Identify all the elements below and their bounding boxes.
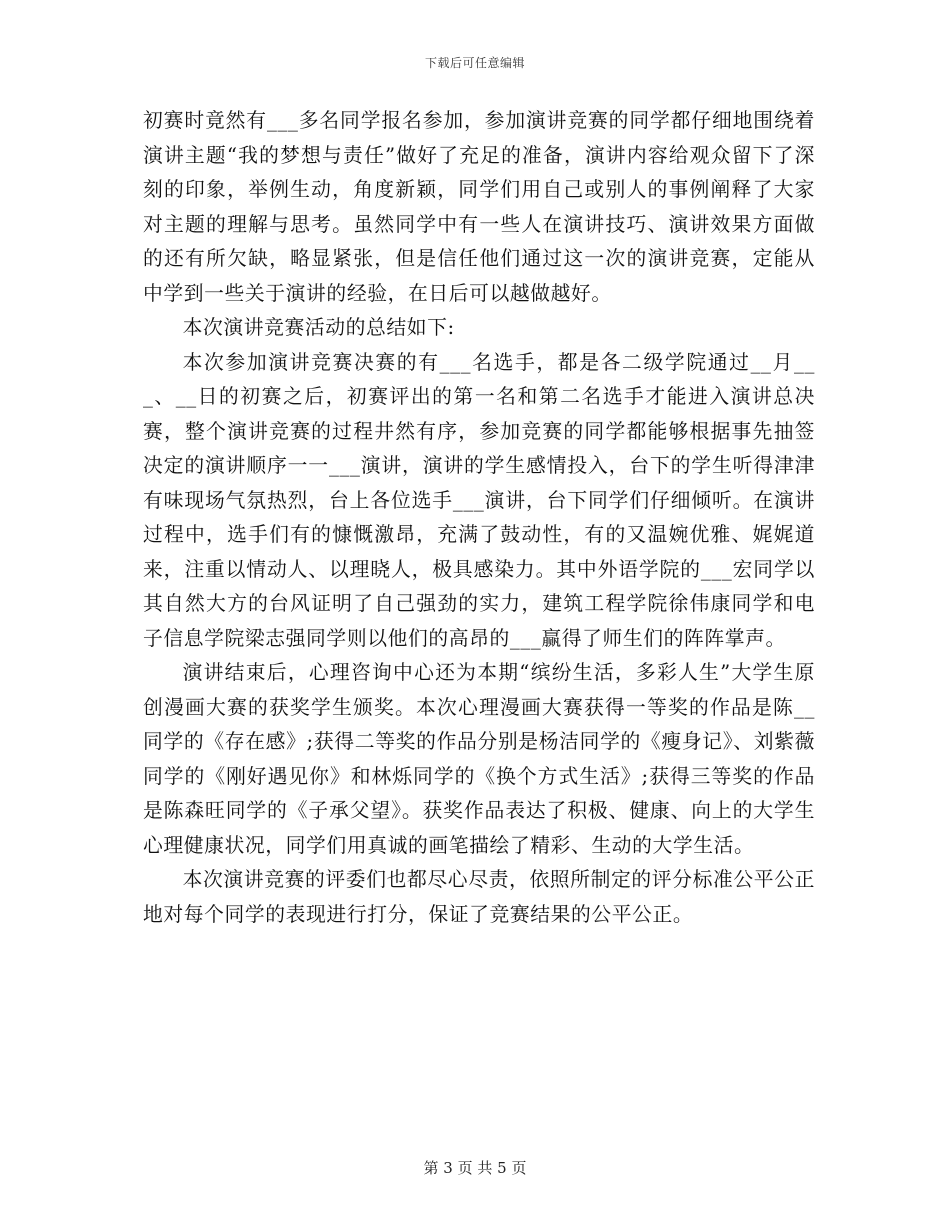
paragraph-finals: 本次参加演讲竞赛决赛的有___名选手，都是各二级学院通过__月___、__日的初赛之后，初赛评出的第一名和第二名选手才能进入演讲总决赛，整个演讲竞赛的过程井然有序，参加竞赛的同学都能够根据事先抽签决定的演讲顺序一一___演讲，演讲的学生感情投入，台下的学生听得津津有味现场气氛热烈，台上各位选手___演讲，台下同学们仔细倾听。在演讲过程中，选手们有的慷慨激昂，充满了鼓动性，有的又温婉优雅、娓娓道来，注重以情动人、以理晓人，极具感染力。其中外语学院的___宏同学以其自然大方的台风证明了自己强劲的实力，建筑工程学院徐伟康同学和电子信息学院梁志强同学则以他们的高昂的___赢得了师生们的阵阵掌声。 xyxy=(143,350,815,650)
paragraph-continued: 初赛时竟然有___多名同学报名参加，参加演讲竞赛的同学都仔细地围绕着演讲主题“我的梦想与责任”做好了充足的准备，演讲内容给观众留下了深刻的印象，举例生动，角度新颖，同学们用自己或别人的事例阐释了大家对主题的理解与思考。虽然同学中有一些人在演讲技巧、演讲效果方面做的还有所欠缺，略显紧张，但是信任他们通过这一次的演讲竞赛，定能从中学到一些关于演讲的经验，在日后可以越做越好。 xyxy=(143,109,815,305)
paragraph-judges: 本次演讲竞赛的评委们也都尽心尽责，依照所制定的评分标准公平公正地对每个同学的表现进行打分，保证了竞赛结果的公平公正。 xyxy=(143,868,815,926)
document-body xyxy=(143,104,815,932)
page-header: 下载后可任意编辑 xyxy=(424,56,525,70)
page-number: 第 3 页 共 5 页 xyxy=(423,1159,527,1177)
paragraph-summary-intro: 本次演讲竞赛活动的总结如下: xyxy=(182,316,455,339)
paragraph-awards: 演讲结束后，心理咨询中心还为本期“缤纷生活，多彩人生”大学生原创漫画大赛的获奖学生颁奖。本次心理漫画大赛获得一等奖的作品是陈__同学的《存在感》;获得二等奖的作品分别是杨洁同学的《瘦身记》、刘紫薇同学的《刚好遇见你》和林烁同学的《换个方式生活》;获得三等奖的作品是陈森旺同学的《子承父望》。获奖作品表达了积极、健康、向上的大学生心理健康状况，同学们用真诚的画笔描绘了精彩、生动的大学生活。 xyxy=(143,661,815,857)
